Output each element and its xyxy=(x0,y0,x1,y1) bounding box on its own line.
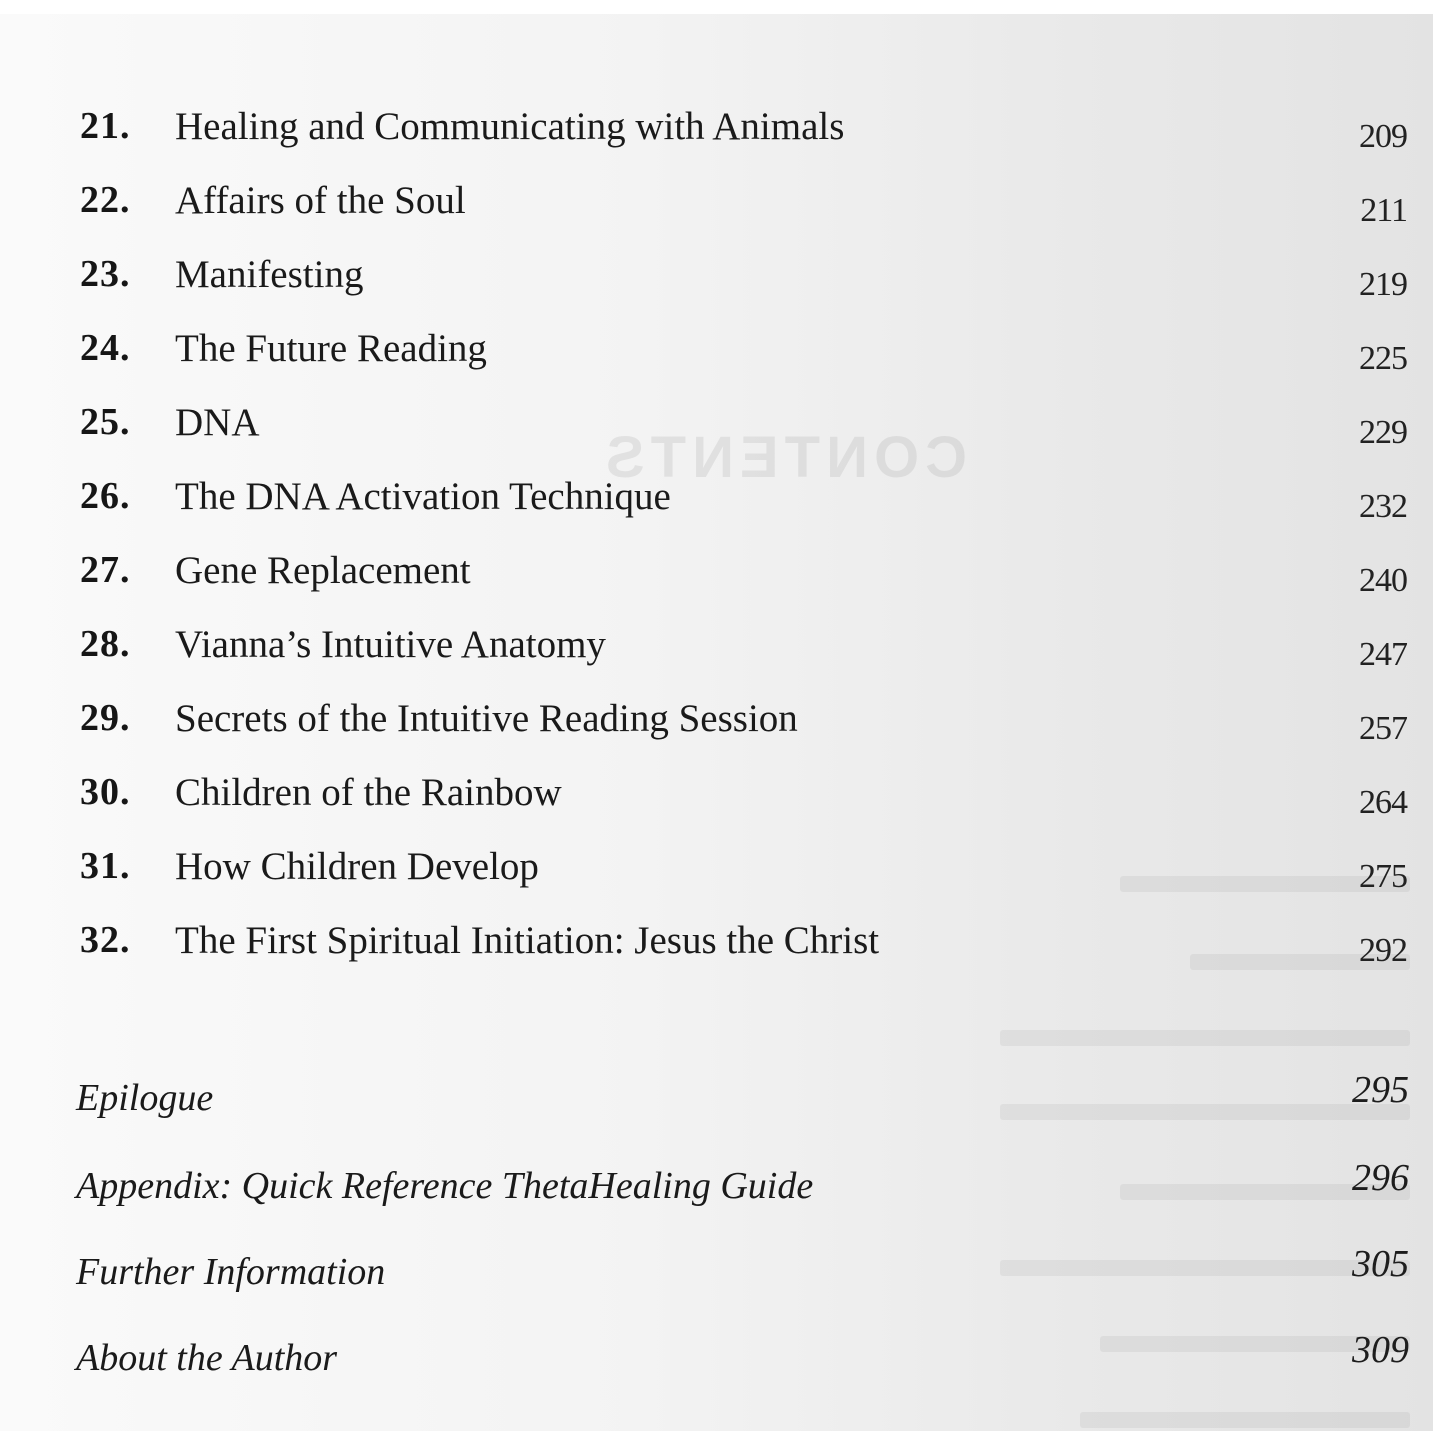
toc-entry[interactable] xyxy=(0,770,1433,830)
page-number: 219 xyxy=(1359,266,1407,303)
chapter-number: 26. xyxy=(80,475,131,517)
page-number: 295 xyxy=(1352,1069,1409,1111)
back-matter-title: About the Author xyxy=(76,1337,338,1379)
page-number: 211 xyxy=(1360,192,1407,229)
chapter-number: 30. xyxy=(80,771,131,813)
page-number: 232 xyxy=(1359,488,1407,525)
chapter-number: 31. xyxy=(80,845,131,887)
toc-entry[interactable] xyxy=(0,548,1433,608)
chapter-title: DNA xyxy=(175,401,260,444)
page-number: 305 xyxy=(1352,1243,1409,1285)
chapter-number: 22. xyxy=(80,179,131,221)
chapter-number: 25. xyxy=(80,401,131,443)
toc-entry[interactable] xyxy=(0,474,1433,534)
toc-entry[interactable] xyxy=(0,696,1433,756)
book-page xyxy=(0,14,1433,1431)
chapter-title: The DNA Activation Technique xyxy=(175,475,671,518)
show-through-line xyxy=(1000,1030,1410,1046)
toc-entry[interactable] xyxy=(0,918,1433,978)
chapter-title: Vianna’s Intuitive Anatomy xyxy=(175,623,606,666)
back-matter-title: Epilogue xyxy=(76,1077,214,1119)
chapter-title: Manifesting xyxy=(175,253,364,296)
toc-entry[interactable] xyxy=(0,1069,1433,1136)
page-number: 225 xyxy=(1359,340,1407,377)
page-number: 264 xyxy=(1359,784,1407,821)
toc-entry[interactable] xyxy=(0,178,1433,238)
chapter-title: Secrets of the Intuitive Reading Session xyxy=(175,697,798,740)
page-number: 292 xyxy=(1359,932,1407,969)
toc-entry[interactable] xyxy=(0,400,1433,460)
page-number: 240 xyxy=(1359,562,1407,599)
toc-entry[interactable] xyxy=(0,104,1433,164)
toc-entry[interactable] xyxy=(0,844,1433,904)
page-frame-right xyxy=(1433,0,1445,1445)
chapter-title: Gene Replacement xyxy=(175,549,471,592)
chapter-number: 27. xyxy=(80,549,131,591)
toc-entry[interactable] xyxy=(0,326,1433,386)
page-number: 229 xyxy=(1359,414,1407,451)
toc-entry[interactable] xyxy=(0,252,1433,312)
chapter-title: How Children Develop xyxy=(175,845,539,888)
back-matter-title: Further Information xyxy=(76,1251,386,1293)
page-number: 296 xyxy=(1352,1157,1409,1199)
chapter-title: The Future Reading xyxy=(175,327,487,370)
page-number: 275 xyxy=(1359,858,1407,895)
show-through-line xyxy=(1080,1412,1410,1428)
chapter-title: Children of the Rainbow xyxy=(175,771,562,814)
page-number: 247 xyxy=(1359,636,1407,673)
toc-entry[interactable] xyxy=(0,622,1433,682)
toc-entry[interactable] xyxy=(0,1329,1433,1396)
chapter-title: The First Spiritual Initiation: Jesus the Christ xyxy=(175,919,880,962)
chapter-number: 32. xyxy=(80,919,131,961)
chapter-number: 24. xyxy=(80,327,131,369)
back-matter-title: Appendix: Quick Reference ThetaHealing Guide xyxy=(76,1165,814,1207)
chapter-title: Affairs of the Soul xyxy=(175,179,466,222)
toc-entry[interactable] xyxy=(0,1157,1433,1224)
page-frame-bottom xyxy=(0,1431,1445,1445)
chapter-title: Healing and Communicating with Animals xyxy=(175,105,845,148)
page-number: 257 xyxy=(1359,710,1407,747)
toc-entry[interactable] xyxy=(0,1243,1433,1310)
chapter-number: 28. xyxy=(80,623,131,665)
page-number: 209 xyxy=(1359,118,1407,155)
chapter-number: 21. xyxy=(80,105,131,147)
show-through-heading: CONTENTS xyxy=(600,425,967,490)
chapter-number: 23. xyxy=(80,253,131,295)
chapter-number: 29. xyxy=(80,697,131,739)
page-number: 309 xyxy=(1352,1329,1409,1371)
